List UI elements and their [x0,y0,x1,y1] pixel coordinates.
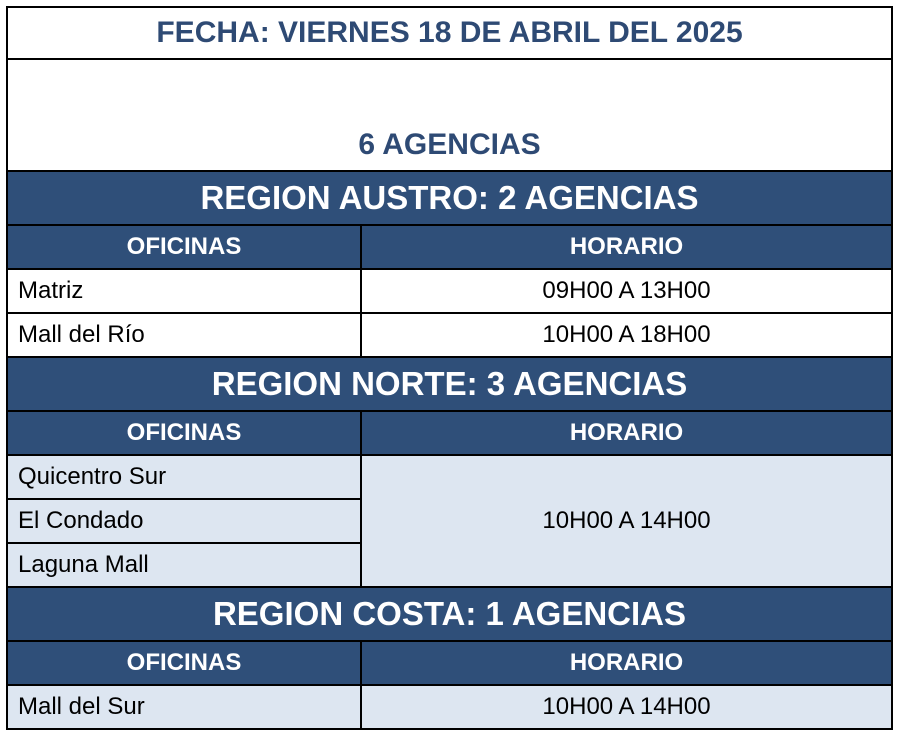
region-costa-row [7,587,892,641]
office-name: Matriz [7,269,361,313]
total-row [7,59,892,171]
column-header-row [7,641,892,685]
table-row [7,269,892,313]
office-name: Quicentro Sur [7,455,361,499]
region-norte-title: REGION NORTE: 3 AGENCIAS [7,357,892,411]
hours-header: HORARIO [361,411,892,455]
office-name: El Condado [7,499,361,543]
total-agencies: 6 AGENCIAS [7,59,892,171]
hours-header: HORARIO [361,225,892,269]
office-name: Laguna Mall [7,543,361,587]
office-hours: 10H00 A 14H00 [361,685,892,729]
region-costa-title: REGION COSTA: 1 AGENCIAS [7,587,892,641]
offices-header: OFICINAS [7,411,361,455]
region-norte-row [7,357,892,411]
date-row [7,7,892,59]
table-row [7,455,892,499]
office-hours: 09H00 A 13H00 [361,269,892,313]
office-hours: 10H00 A 18H00 [361,313,892,357]
region-austro-title: REGION AUSTRO: 2 AGENCIAS [7,171,892,225]
date-title: FECHA: VIERNES 18 DE ABRIL DEL 2025 [7,7,892,59]
offices-header: OFICINAS [7,225,361,269]
region-austro-row [7,171,892,225]
column-header-row [7,225,892,269]
column-header-row [7,411,892,455]
agency-schedule-table [6,6,893,730]
hours-header: HORARIO [361,641,892,685]
offices-header: OFICINAS [7,641,361,685]
office-name: Mall del Sur [7,685,361,729]
table-row [7,313,892,357]
table-row [7,685,892,729]
office-name: Mall del Río [7,313,361,357]
office-hours: 10H00 A 14H00 [361,455,892,587]
